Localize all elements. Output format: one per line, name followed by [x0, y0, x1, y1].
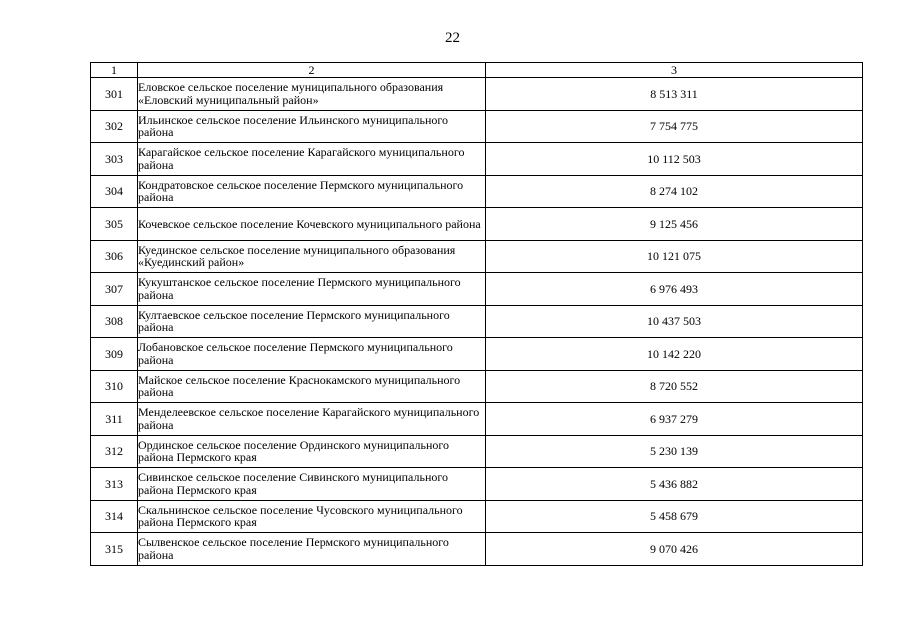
settlement-name: Култаевское сельское поселение Пермского муниципального района [138, 305, 486, 338]
row-number: 305 [91, 208, 138, 241]
table-row [91, 338, 863, 371]
amount-value: 10 121 075 [486, 240, 863, 273]
table-row [91, 208, 863, 241]
amount-value: 10 437 503 [486, 305, 863, 338]
table-row [91, 370, 863, 403]
amount-value: 5 436 882 [486, 468, 863, 501]
settlement-name: Кочевское сельское поселение Кочевского муниципального района [138, 208, 486, 241]
table-row [91, 273, 863, 306]
table-row [91, 110, 863, 143]
amount-value: 5 230 139 [486, 435, 863, 468]
table-row [91, 143, 863, 176]
settlement-name: Менделеевское сельское поселение Карагайского муниципального района [138, 403, 486, 436]
table-row [91, 435, 863, 468]
settlements-table [90, 62, 863, 566]
settlement-name: Еловское сельское поселение муниципального образования «Еловский муниципальный район» [138, 78, 486, 111]
column-header-2: 2 [138, 63, 486, 78]
table-row [91, 500, 863, 533]
row-number: 303 [91, 143, 138, 176]
settlement-name: Куединское сельское поселение муниципального образования «Куединский район» [138, 240, 486, 273]
row-number: 315 [91, 533, 138, 566]
row-number: 304 [91, 175, 138, 208]
settlement-name: Скальнинское сельское поселение Чусовского муниципального района Пермского края [138, 500, 486, 533]
row-number: 313 [91, 468, 138, 501]
table-header-row [91, 63, 863, 78]
amount-value: 8 274 102 [486, 175, 863, 208]
settlement-name: Ординское сельское поселение Ординского муниципального района Пермского края [138, 435, 486, 468]
table-row [91, 240, 863, 273]
table-row [91, 403, 863, 436]
settlement-name: Сылвенское сельское поселение Пермского муниципального района [138, 533, 486, 566]
amount-value: 10 142 220 [486, 338, 863, 371]
page-number: 22 [445, 30, 460, 46]
row-number: 302 [91, 110, 138, 143]
row-number: 307 [91, 273, 138, 306]
table-row [91, 533, 863, 566]
amount-value: 9 125 456 [486, 208, 863, 241]
row-number: 310 [91, 370, 138, 403]
amount-value: 8 720 552 [486, 370, 863, 403]
row-number: 306 [91, 240, 138, 273]
settlement-name: Сивинское сельское поселение Сивинского муниципального района Пермского края [138, 468, 486, 501]
amount-value: 9 070 426 [486, 533, 863, 566]
column-header-3: 3 [486, 63, 863, 78]
row-number: 301 [91, 78, 138, 111]
table-row [91, 78, 863, 111]
table-row [91, 468, 863, 501]
settlement-name: Карагайское сельское поселение Карагайского муниципального района [138, 143, 486, 176]
table-row [91, 175, 863, 208]
row-number: 311 [91, 403, 138, 436]
row-number: 309 [91, 338, 138, 371]
row-number: 312 [91, 435, 138, 468]
row-number: 308 [91, 305, 138, 338]
amount-value: 10 112 503 [486, 143, 863, 176]
settlement-name: Кукуштанское сельское поселение Пермского муниципального района [138, 273, 486, 306]
column-header-1: 1 [91, 63, 138, 78]
amount-value: 5 458 679 [486, 500, 863, 533]
settlement-name: Кондратовское сельское поселение Пермского муниципального района [138, 175, 486, 208]
amount-value: 8 513 311 [486, 78, 863, 111]
settlement-name: Ильинское сельское поселение Ильинского муниципального района [138, 110, 486, 143]
row-number: 314 [91, 500, 138, 533]
amount-value: 7 754 775 [486, 110, 863, 143]
amount-value: 6 976 493 [486, 273, 863, 306]
settlement-name: Майское сельское поселение Краснокамского муниципального района [138, 370, 486, 403]
amount-value: 6 937 279 [486, 403, 863, 436]
table-row [91, 305, 863, 338]
settlement-name: Лобановское сельское поселение Пермского муниципального района [138, 338, 486, 371]
